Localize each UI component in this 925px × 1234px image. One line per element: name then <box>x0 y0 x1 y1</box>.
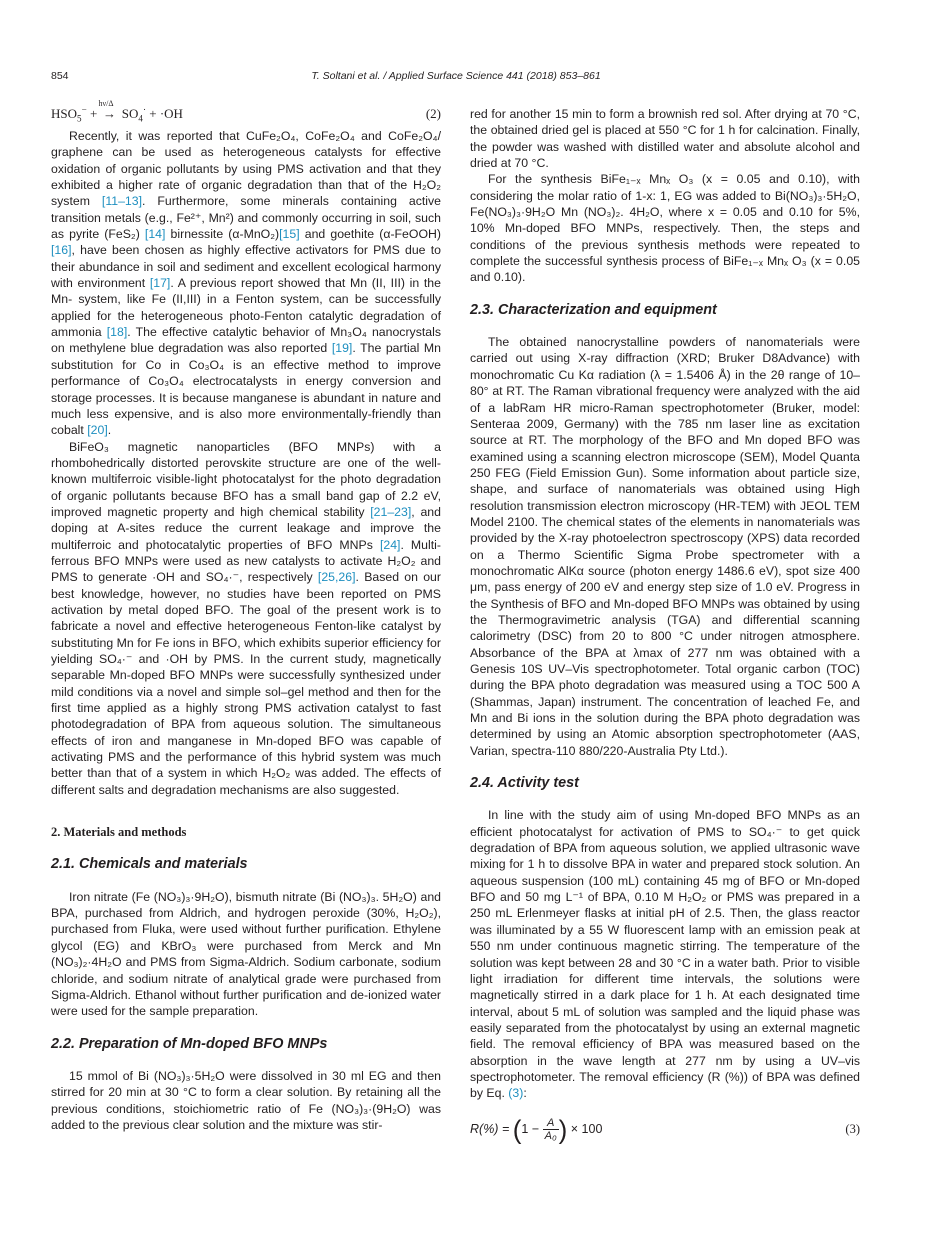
page-header <box>51 70 861 86</box>
activity-paragraph: In line with the study aim of using Mn-doped BFO MNPs as an efficient photocatalyst for activation of PMS to SO₄·⁻ to get quick degradation of BPA from aqueous solution, we applied ultrasonic wave mixing for 1 h to dissolve BPA in water and prepared stock solution. An aqueous suspension (100 mL) containing 45 mg of BFO or Mn-doped BFO and 50 mg L⁻¹ of BPA, 0.10 M H₂O₂ or PMS was prepared in a 250 mL Erlenmeyer flasks at initial pH of 2.5. Then, the glass reactor was illuminated by a 55 W fluorescent lamp with an emission peak at 550 nm under continuous magnetic stirring. The temperature of the solution was kept between 28 and 30 °C in a water bath. Prior to visible light irradiation for different time intervals, the solutions were magnetically stirred in a dark place for 1 h. At each designated time interval, about 5 mL of solution was sampled and the liquid phase was easily separated from the photocatalyst by using an external magnetic field. The removal efficiency of BPA was measured based on the absorption in the wave length at 277 nm by using a UV–vis spectrophotometer. The removal efficiency (R (%)) of BPA was defined by Eq. (3): <box>470 808 860 1101</box>
intro-paragraph-2: BiFeO₃ magnetic nanoparticles (BFO MNPs) with a rhombohedrically distorted perovskite structure are one of the well-known multiferroic visible-light photocatalyst for the photo degradation of organic pollutants because BFO has a small band gap of 2.2 eV, improved magnetic property and high chemical stability [21–23], and doping at A-sites reduce the current leakage and improve the multiferroic and photocatalytic properties of BFO MNPs [24]. Multi-ferrous BFO MNPs were used as new catalysts to activate H₂O₂ and PMS to generate ·OH and SO₄·⁻, respectively [25,26]. Based on our best knowledge, however, no studies have been reported on PMS activation by metal doped BFO. The goal of the present work is to fabricate a novel and effective heterogeneous Fenton-like catalyst by substituting Mn for Fe ions in BFO, which exhibits superior efficiency for yielding SO₄·⁻ and ·OH by PMS. In the current study, magnetically separable Mn-doped BFO MNPs were successfully synthesized under mild conditions via a novel and simple sol–gel method and then for the first time applied as a highly strong PMS activation catalyst to fast photodegradation of BPA from aqueous solution. The simultaneous effects of iron and manganese in Mn-doped BFO was capable of activating PMS and the performance of this hybrid system was much better than that of a system in which H₂O₂ was added. The effects of different salts and degradation mechanisms are also suggested. <box>51 439 441 797</box>
characterization-paragraph: The obtained nanocrystalline powders of nanomaterials were carried out using X-ray diffraction (XRD; Bruker D8Advance) with monochromatic Cu Kα radiation (λ = 1.5406 Å) in the 2θ range of 10–80° at RT. The Raman vibrational frequency were analyzed with the aid of a labRam HR micro-Raman spectrophotometer (Bruker, model: Senteraa 2009, Germany) with the 785 nm laser line as excitation source at RT. The morphology of the BFO and Mn doped BFO was examined using a scanning electron microscope (SEM), Model Quanta 250 FEG (Field Emission Gun). Some information about particle size, shape, and surface of nanomaterials was obtained using High resolution transmission electron microscopy (HR-TEM) with JEOL TEM Model 2100. The chemical states of the elements in nanomaterials was provided by the X-ray photoelectron spectroscopy (XPS) data recorded on a Thermo Scientific Sigma Probe spectrometer with a monochromatic AlKα source (photon energy 1486.6 eV), spot size 400 μm, pass energy of 200 eV and energy step size of 1.0 eV. Progress in the Synthesis of BFO and Mn-doped BFO MNPs was obtained by using the Thermogravimetric analysis (TGA) and differential scanning calorimetry (DSC) from 20 to 800 °C under nitrogen atmosphere. Absorbance of the BPA at λmax of 277 nm was obtained with a Genesis 10S UV–Vis spectrophotometer. Total organic carbon (TOC) during the BPA photo degradation was measured using a TOC 500 A (Shammas, Japan) instrument. The concentration of leached Fe, and Mn and Bi ions in the solution during the BPA photo degradation was determined by using an Atomic absorption spectrophotometer (AAS, Varian, spectra-110 880/220-Australia Pty Ltd.). <box>470 335 860 758</box>
subsection-heading-chemicals: 2.1. Chemicals and materials <box>51 856 248 873</box>
left-column <box>51 99 441 1133</box>
citation-link[interactable]: [25,26] <box>317 570 356 585</box>
subsection-heading-preparation: 2.2. Preparation of Mn-doped BFO MNPs <box>51 1035 328 1052</box>
equation-3-number: (3) <box>845 1122 860 1137</box>
equation-2 <box>51 99 441 128</box>
citation-link[interactable]: [24] <box>379 537 401 552</box>
chemicals-paragraph: Iron nitrate (Fe (NO₃)₃·9H₂O), bismuth nitrate (Bi (NO₃)₃. 5H₂O) and BPA, purchased from Aldrich, and hydrogen peroxide (30%, H₂O₂), purchased from Fluka, were used without further purification. Ethylene glycol (EG) and KBrO₃ were purchased from Merck and Mn (NO₃)₂·4H₂O and PMS from Sigma-Aldrich. Sodium carbonate, sodium chloride, and sodium nitrate of analytical grade were purchased from Sigma-Aldrich. Ethanol without further purification and de-ionized water were used for the sample preparation. <box>51 889 441 1019</box>
citation-link[interactable]: [18] <box>106 325 128 340</box>
equation-3-body: R(%) = (1 − $\frac{A}{\text{A₀}}$ ) × 100 <box>470 1114 603 1145</box>
citation-link[interactable]: [16] <box>51 243 72 258</box>
citation-link[interactable]: [21–23] <box>370 504 412 519</box>
mn-doping-paragraph: For the synthesis BiFe₁₋ₓ Mnₓ O₃ (x = 0.05 and 0.10), with considering the molar ratio of 1-x: 1, EG was added to Bi(NO₃)₃·5H₂O, Fe(NO₃)₃·9H₂O Mn (NO₃)₂. 4H₂O, where x = 0.05 and 0.10 for 5%, 10% Mn-doped BFO MNPs, respectively. Then, the steps and conditions of the previous synthesis methods were repeated to complete the successful synthesis process of BiFe₁₋ₓ Mnₓ O₃ (x = 0.05 and 0.10). <box>470 172 860 285</box>
citation-link[interactable]: [11–13] <box>101 194 143 209</box>
citation-link[interactable]: (3) <box>508 1086 524 1101</box>
citation-link[interactable]: [14] <box>144 227 166 242</box>
page-number: 854 <box>51 70 69 82</box>
preparation-paragraph-continued: red for another 15 min to form a brownish red sol. After drying at 70 °C, the obtained dried gel is placed at 550 °C for 1 h for calcination. Finally, the powder was washed with distilled water and absolute alcohol and dried at 70 °C. <box>470 107 860 171</box>
section-heading-materials-methods: 2. Materials and methods <box>51 825 187 840</box>
citation-link[interactable]: [15] <box>279 227 300 242</box>
citation-link[interactable]: [20] <box>87 423 108 438</box>
equation-2-body: $HSO_5^-$ + hν/Δ → $SO_4^\cdot + \cdot OH$ <box>51 99 183 124</box>
citation-link[interactable]: [17] <box>149 276 171 291</box>
running-head: T. Soltani et al. / Applied Surface Science 441 (2018) 853–861 <box>311 70 601 82</box>
fraction: $\frac{A}{\text{A₀}}$ <box>544 1117 557 1143</box>
preparation-paragraph: 15 mmol of Bi (NO₃)₃·5H₂O were dissolved in 30 ml EG and then stirred for 20 min at 30 °C to form a clear solution. By retaining all the previous conditions, stoichiometric ratio of Fe (NO₃)₃·(9H₂O) was added to the previous clear solution and the mixture was stir- <box>51 1068 441 1132</box>
right-column <box>470 106 860 1150</box>
subsection-heading-characterization: 2.3. Characterization and equipment <box>470 301 717 318</box>
equation-2-number: (2) <box>425 106 441 121</box>
equation-3 <box>470 1110 860 1150</box>
intro-paragraph-1: Recently, it was reported that CuFe₂O₄, CoFe₂O₄ and CoFe₂O₄/ graphene can be used as heterogeneous catalysts for effective oxidation of organic pollutants by using PMS activation and that they exhibited a higher rate of organic degradation than that of the H₂O₂ system [11–13]. Furthermore, some minerals containing active transition metals (e.g., Fe²⁺, Mn²) and commonly occurring in soil, such as pyrite (FeS₂) [14] birnessite (α-MnO₂)[15] and goethite (α-FeOOH) [16], have been chosen as highly effective activators for PMS due to their abundance in soil and sediment and excellent ecological harmony with environment [17]. A previous report showed that Mn (II, III) in the Mn- system, like Fe (II,III) in a Fenton system, can be successfully applied for the heterogeneous photo-Fenton catalytic degradation of ammonia [18]. The effective catalytic behavior of Mn₃O₄ nanocrystals on methylene blue degradation was also reported [19]. The partial Mn substitution for Co in Co₃O₄ is an effective method to improve performance of Co₃O₄ electrocatalysts in energy conversion and storage processes. It is because manganese is abundant in nature and much less expensive, and is also more environmentally-friendly than cobalt [20]. <box>51 129 441 438</box>
reaction-arrow: hν/Δ → <box>98 99 117 121</box>
citation-link[interactable]: [19] <box>331 341 353 356</box>
subsection-heading-activity: 2.4. Activity test <box>470 775 579 792</box>
